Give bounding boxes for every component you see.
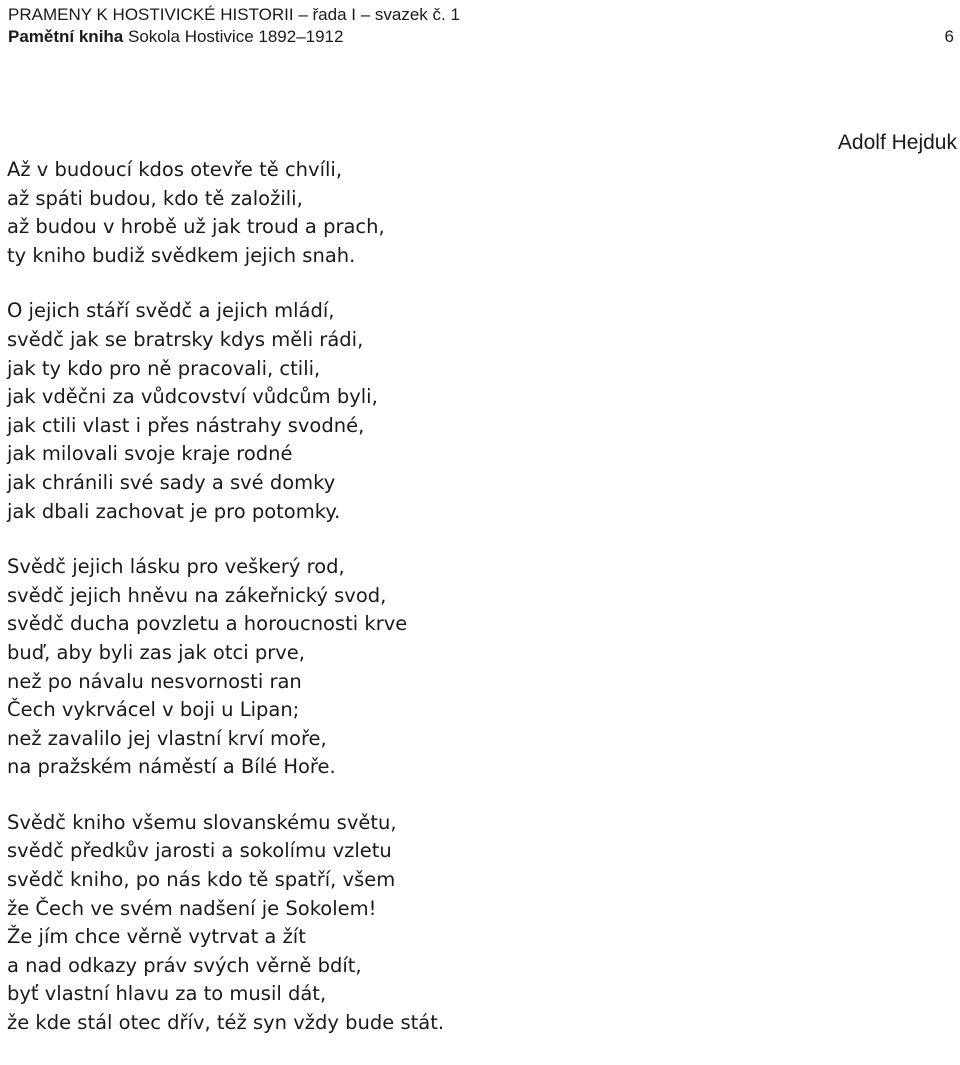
poem-stanza [7, 156, 444, 270]
poem-line: O jejich stáří svědč a jejich mládí, [7, 299, 335, 323]
poem-line: Že jím chce věrně vytrvat a žít [7, 925, 306, 949]
poem-line: ty kniho budiž svědkem jejich snah. [7, 243, 356, 267]
poem-line: a nad odkazy práv svých věrně bdít, [7, 953, 362, 977]
page-number: 6 [944, 27, 954, 46]
poem-author: Adolf Hejduk [837, 131, 957, 154]
poem-line: Svědč kniho všemu slovanskému světu, [7, 810, 397, 834]
poem-line: buď, aby byli zas jak otci prve, [7, 640, 305, 664]
poem-line: než po návalu nesvornosti ran [7, 669, 302, 693]
poem-line: až spáti budou, kdo tě založili, [7, 186, 303, 210]
poem-line: že kde stál otec dřív, též syn vždy bude stát. [7, 1011, 445, 1035]
poem-line: Až v budoucí kdos otevře tě chvíli, [7, 158, 343, 181]
poem-line: Svědč jejich lásku pro veškerý rod, [7, 555, 345, 579]
document-title-rest: Sokola Hostivice 1892–1912 [123, 27, 344, 46]
poem-line: svědč jak se bratrsky kdys měli rádi, [7, 327, 364, 351]
poem-line: svědč předkův jarosti a sokolímu vzletu [7, 839, 392, 863]
document-title-bold: Pamětní kniha [8, 27, 124, 46]
poem-line: jak vděčni za vůdcovství vůdcům byli, [7, 385, 378, 409]
poem-stanza [7, 297, 444, 526]
poem-line: byť vlastní hlavu za to musil dát, [7, 982, 327, 1006]
poem-stanza [7, 553, 444, 782]
poem-line: svědč ducha povzletu a horoucnosti krve [7, 612, 408, 636]
poem-line: jak ty kdo pro ně pracovali, ctili, [7, 356, 321, 380]
poem-line: jak milovali svoje kraje rodné [7, 442, 293, 466]
poem-stanza [7, 809, 444, 1038]
page-header [8, 4, 954, 48]
poem-line: na pražském náměstí a Bílé Hoře. [7, 755, 336, 779]
document-title [8, 26, 954, 48]
poem-line: svědč jejich hněvu na zákeřnický svod, [7, 583, 387, 607]
poem-line: Čech vykrvácel v boji u Lipan; [7, 698, 300, 722]
poem-line: jak dbali zachovat je pro potomky. [7, 499, 341, 523]
poem-line: že Čech ve svém nadšení je Sokolem! [7, 896, 377, 920]
poem-line: až budou v hrobě už jak troud a prach, [7, 215, 385, 239]
poem-line: jak ctili vlast i přes nástrahy svodné, [7, 413, 365, 437]
poem-line: svědč kniho, po nás kdo tě spatří, všem [7, 868, 396, 892]
series-line: PRAMENY K HOSTIVICKÉ HISTORII – řada I – svazek č. 1 [8, 5, 460, 24]
poem [7, 156, 444, 1065]
poem-line: než zavalilo jej vlastní krví moře, [7, 726, 327, 750]
poem-line: jak chránili své sady a své domky [7, 470, 336, 494]
